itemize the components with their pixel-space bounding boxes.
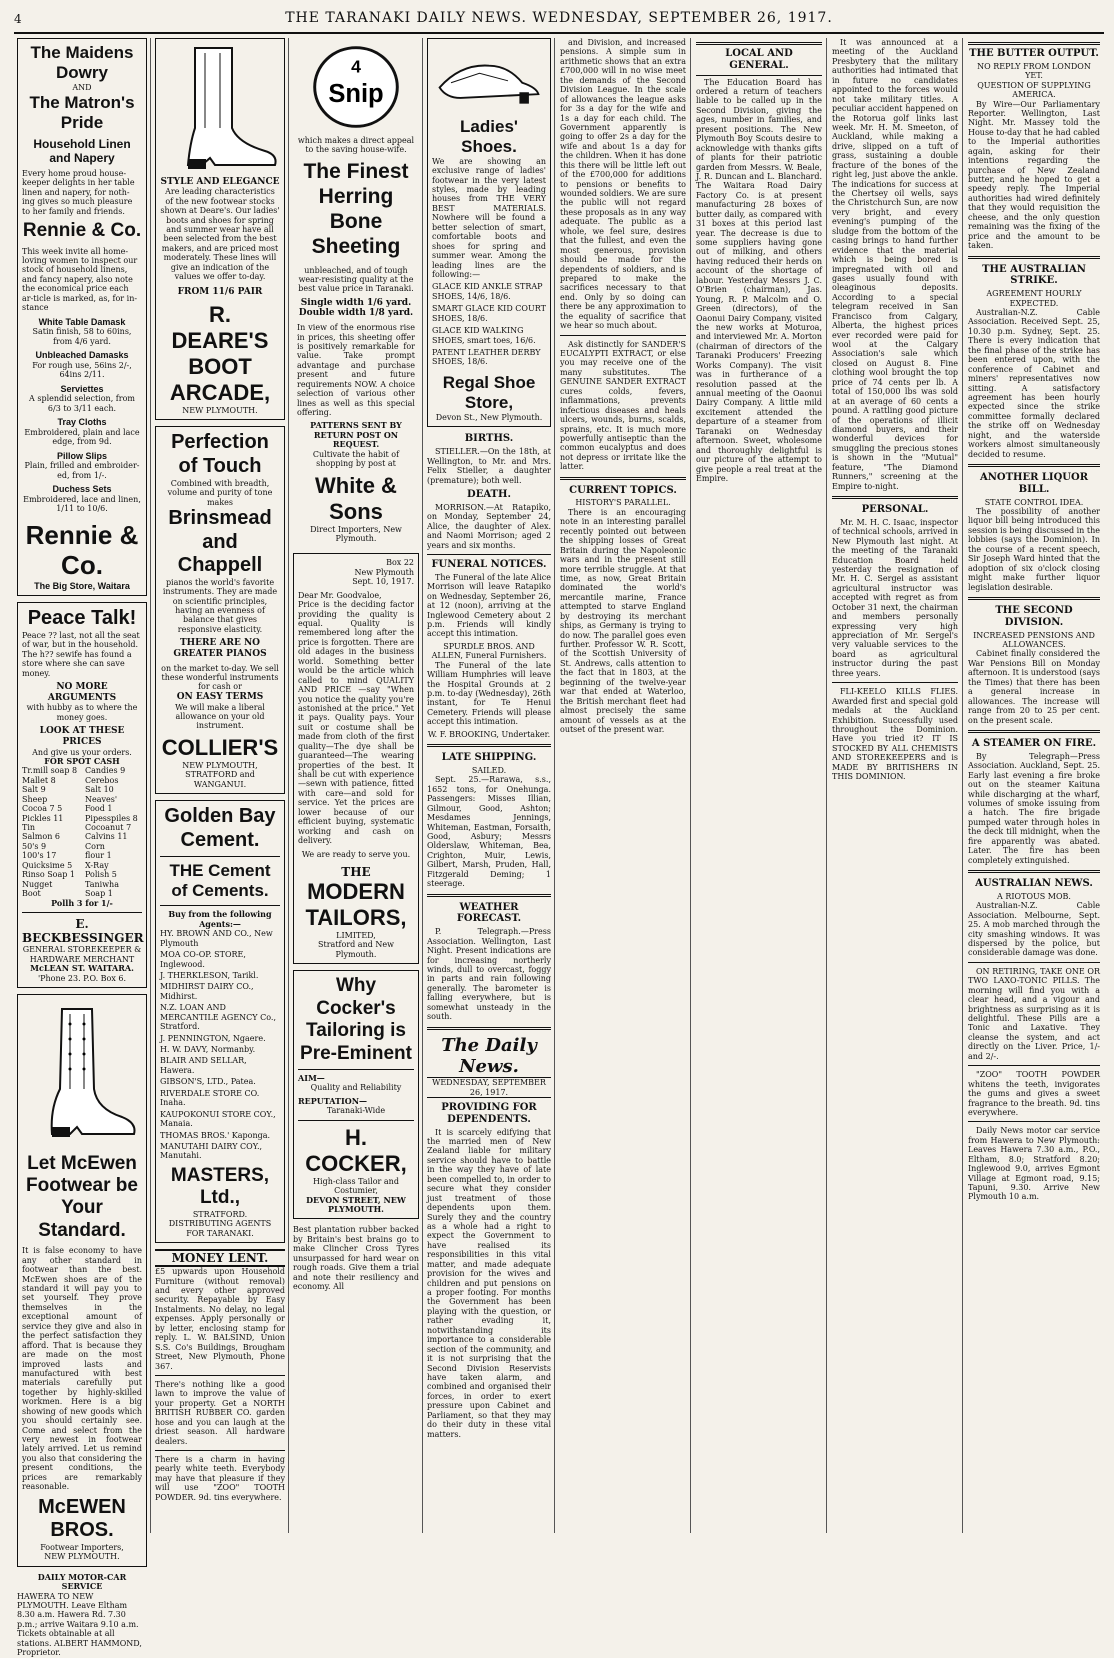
funeral-1-sig: SPURDLE BROS. AND ALLEN, Funeral Furnishers. — [431, 641, 547, 661]
ad-body: HAWERA TO NEW PLYMOUTH. Leave Eltham 8.30 a.m. Hawera Rd. 7.30 p.m.; arrive Waitara 9.10 a.m. Tickets obtainable at all stations. ALBERT HAMMOND, Proprietor. — [17, 1591, 142, 1658]
price-item: Corn — [85, 841, 105, 851]
liquor-sub: STATE CONTROL IDEA. — [984, 497, 1084, 507]
personal-heading: PERSONAL. — [861, 504, 929, 515]
sanders-ad: Ask distinctly for SANDER'S EUCALYPTI EXTRACT, or else you may receive one of the many substitutes. The GENUINE SANDER EXTRACT cures colds, fevers, inflammations, prevents infectious diseases and heals ulcers, wounds, burns, scalds, sprains, etc. It is much more powerfully antiseptic than the common eucalyptus and does not depress or irritate like the latter. — [560, 339, 686, 472]
shoe-line: SMART GLACE KID COURT SHOES, 18/6. — [432, 304, 546, 323]
item-name: Duchess Sets — [52, 484, 112, 495]
ad-heading: STYLE AND ELEGANCE — [160, 176, 280, 187]
price-item: flour 1 — [85, 851, 112, 861]
clincher-ad — [293, 1225, 419, 1291]
australian-news-sub: A RIOTOUS MOB. — [997, 891, 1071, 901]
cocker-ad — [293, 970, 419, 1219]
price-item: Salt 10 — [85, 785, 114, 795]
price-item: Tin — [22, 823, 36, 833]
strike-sub: AGREEMENT HOURLY EXPECTED. — [986, 289, 1082, 308]
ad-price-1: Single width 1/6 yard. — [300, 297, 412, 308]
price-item: Taniwha — [85, 879, 119, 889]
ad-rep: REPUTATION— — [298, 1095, 367, 1106]
agent-item: J. THERKLESON, Tarikl. — [160, 970, 259, 980]
ad-addr: McLEAN ST. WAITARA. — [30, 963, 134, 974]
price-item: Mallet 8 — [22, 775, 56, 785]
weather-heading: WEATHER FORECAST. — [456, 901, 522, 925]
weather-text: P. Telegraph.—Press Association. Wellington, Last Night. Present indications are for increasing northerly winds, dull to overcast, foggy in parts and rain following generally. The barometer is falling everywhere, but is somewhat unsteady in the south. — [427, 927, 551, 1022]
ad-from: FROM 11/6 PAIR — [177, 286, 263, 297]
ad-body: This week invite all home-loving women to inspect our stock of household linens, and fancy napery, also note the economical price each ar-ticle is marked, as, for in-stance — [22, 246, 138, 313]
item-name: Pillow Slips — [56, 450, 107, 461]
ad-footer: The Big Store, Waitara — [34, 580, 130, 591]
ad-heading: The Maidens Dowry — [30, 43, 134, 83]
ad-heading: MONEY LENT. — [155, 1249, 285, 1267]
agent-item: MIDHIRST DAIRY CO., Midhirst. — [160, 982, 254, 1001]
rennie-ad — [17, 38, 147, 596]
boot-illustration — [22, 999, 142, 1149]
ad-items — [22, 317, 142, 514]
price-item: Nugget — [22, 879, 53, 889]
column-5 — [556, 38, 691, 1533]
agent-item: BLAIR AND SELLAR, Hawera. — [160, 1056, 247, 1075]
ad-firm: THE — [341, 864, 371, 879]
price-item: Quicksime 5 — [22, 860, 73, 870]
ad-heading: Ladies' Shoes. — [460, 116, 518, 156]
editorial-continued: and Division, and increased pensions. A simple sum in arithmetic shows that an extra £700,000 will in no wise meet the demands of the Second Division League. In the scale of allowances the league asks for 3s a day for the wife and 1s a day for each child. The Government apparently is going to offer 2s a day for the wife and about 1s a day for the children. When it has done this there will be little left out of the £700,000 for additions to pensions or benefits to wounded soldiers. We are sure the public will not regard these proposals as in any way adequate. The public as a whole, we feel sure, desires that the fullest, and even the most generous, provision should be made for the dependents of soldiers, and is prepared to make the sacrifices necessary to that end. Only by so doing can there be any approximation to the equality of sacrifice that we hear so much about. — [560, 38, 686, 331]
liquor-heading: ANOTHER LIQUOR BILL. — [979, 472, 1089, 495]
item-name: Tray Cloths — [57, 417, 107, 428]
ad-sugar: Pollh 3 for 1/- — [51, 897, 113, 908]
funeral-2: The Funeral of the late William Humphries will leave the Hospital Grounds at 2 p.m. to-day (Wednesday), 26th instant, for Te Henui Cemetery. Friends will please accept this intimation. — [427, 660, 551, 727]
price-item: Calvins 11 — [85, 832, 128, 842]
ad-mail: PATTERNS SENT BY RETURN POST ON REQUEST. — [310, 420, 402, 450]
money-lent-ad — [155, 1249, 285, 1502]
price-item: Salmon 6 — [22, 832, 60, 842]
zoo-ad: "ZOO" TOOTH POWDER whitens the teeth, invigorates the gums and gives a sweet fragrance to the breath. 9d. tins everywhere. — [968, 1070, 1100, 1117]
price-item: X-Ray — [85, 860, 109, 870]
ad-heading: Golden Bay Cement. — [164, 805, 276, 851]
ad-cash: FOR SPOT CASH — [44, 755, 120, 766]
ad-sub: unbleached, and of tough wear-resisting quality at the best value price in Taranaki. — [298, 265, 414, 294]
editorial-heading: PROVIDING FOR DEPENDENTS. — [441, 1101, 537, 1125]
price-item: Candies 9 — [85, 766, 126, 776]
boot-illustration — [160, 43, 280, 173]
topics-heading: CURRENT TOPICS. — [569, 484, 677, 496]
laxo-tonic-ad: ON RETIRING, TAKE ONE OR TWO LAXO-TONIC PILLS. The morning will find you with a clear head, and a vigour and brightness as surprising as it is delightful. These Pills are a Tonic and Laxative. They cleanse the system, and act directly on the Liver. Price, 1/- and 2/-. — [968, 966, 1100, 1061]
modern-tailors-ad — [293, 553, 419, 964]
ad-firm-sub: Footwear Importers, — [40, 1542, 124, 1552]
ad-firm: E. BECKBESSINGER — [22, 916, 144, 946]
butter-sub-2: QUESTION OF SUPPLYING AMERICA. — [977, 80, 1091, 100]
shipping-sailed: SAILED. — [471, 765, 507, 775]
butter-sub-1: NO REPLY FROM LONDON YET. — [977, 61, 1091, 81]
ad-heading: The Finest Herring Bone Sheeting — [303, 160, 409, 258]
ad-no-arguments-sub: with hubby as to where the money goes. — [26, 703, 138, 722]
column-3 — [290, 38, 423, 1533]
agent-item: MOA CO-OP. STORE, Inglewood. — [160, 950, 246, 969]
ad-heading: Peace Talk! — [27, 607, 137, 630]
death-text: MORRISON.—At Ratapiko, on Monday, September 24, Alice, the daughter of Alex. and Naomi Morrison; aged 2 years and six months. — [427, 502, 551, 550]
notices — [427, 433, 551, 1439]
column-1 — [14, 38, 151, 1658]
letter-box: Box 22 — [386, 558, 414, 568]
ad-addr: DEVON STREET, NEW PLYMOUTH. — [306, 1194, 406, 1214]
column-5-content — [560, 38, 686, 734]
item-name: Serviettes — [60, 383, 104, 394]
paper-masthead: The Daily News. — [441, 1034, 537, 1077]
agent-item: MANUTAHI DAIRY COY., Manutahi. — [160, 1141, 263, 1161]
item-desc: For rough use, 56ins 2/-, 64ins 2/11. — [32, 360, 132, 380]
price-item: Tr.mill soap 8 — [22, 766, 78, 776]
ad-body: £5 upwards upon Household Furniture (without removal) and every other approved security. Repayable by Easy Instalments. No delay, no legal expenses. Apply personally or by letter, enclosing stamp for reply. L. W. BALSIND, Union S.S. Co's Buildings, Brougham Street, New Plymouth, Phone 367. — [155, 1267, 285, 1371]
ad-body: Are leading characteristics of the new footwear stocks shown at Deare's. Our ladies' boots and shoes for spring and summer wear have all been selected from the best makers, and are priced most moderately. These lines will give an indication of the values we offer to-day. — [160, 187, 280, 282]
ad-body: pianos the world's favorite instruments. They are made on scientific principles, having an evenness of balance that gives responsive elasticity. — [162, 577, 278, 634]
price-item: Pickles 11 — [22, 813, 64, 823]
shoe-line: GLACE KID ANKLE STRAP SHOES, 14/6, 18/6. — [432, 282, 543, 301]
personal-text: Mr. M. H. C. Isaac, inspector of technical schools, arrived in New Plymouth last night. At the meeting of the Taranaki Education Board held yesterday the resignation of Mr. H. C. Sergel as assistant agricultural instructor was accepted with regret as from October 31 next, the chairman and members personally expressing very high appreciation of Mr. Sergel's very valuable services to the board as agricultural instructor during the past three years. — [832, 517, 958, 678]
item-desc: Embroidered, lace and linen, 1/11 to 10/6. — [23, 494, 141, 514]
ad-heading-3: Household Linen and Napery — [33, 136, 131, 165]
price-item: 50's 9 — [22, 841, 47, 851]
motor-service-ad: Daily News motor car service from Hawera to New Plymouth: Leaves Hawera 7.30 a.m., P.O., Eltham, 8.0; Stratford 8.20; Inglewood 9.0, arrives Egmont Village at Egmont road, 9.15; Tapuni, 9.30. Arrive New Plymouth 10 a.m. — [968, 1126, 1100, 1202]
ad-firm: COLLIER'S — [161, 734, 279, 760]
snip-logo — [297, 42, 415, 132]
ad-addr: NEW PLYMOUTH. — [44, 1552, 120, 1562]
ad-firm-sub: GENERAL STOREKEEPER & HARDWARE MERCHANT — [22, 945, 142, 964]
letter-body: Price is the deciding factor providing the quality is equal. Quality is remembered long after the price is forgotten. There are old adages in the business world. Something better would be the article which called to mind QUALITY AND PRICE —say "When you notice the quality you're astonished at the price." Yet it pays. Quality pays. Your suit or costume shall be made from cloth of the first quality—The dye shall be guaranteed—The wearing properties of the best. It shall be cut with experience—sewn with patience, fitted with care—and sold for service. Yet the prices are lower because of our efficient buying, systematic working and cash on delivery. — [298, 600, 414, 846]
ad-firm: R. DEARE'S — [171, 302, 269, 354]
strike-text: Australian-N.Z. Cable Association. Received Sept. 25, 10.30 p.m. Sydney, Sept. 25. There is every indication that the final phase of the strike has been entered upon, with the conference of Cabinet and miners' representatives now sitting. A satisfactory agreement has been hourly expected since the strike committee formally declared the strike off on Wednesday night, and the waterside workers almost simultaneously decided to resume. — [968, 308, 1100, 459]
hose-ad: There's nothing like a good lawn to improve the value of your property. Get a NORTH BRITISH RUBBER CO. garden hose and you can laugh at the driest season. All hardware dealers. — [155, 1379, 285, 1446]
australian-news-heading: AUSTRALIAN NEWS. — [975, 878, 1093, 889]
ad-no-arguments: NO MORE ARGUMENTS — [47, 682, 117, 703]
births-heading: BIRTHS. — [464, 433, 514, 445]
butter-text: By Wire—Our Parliamentary Reporter. Wellington, Last Night. Mr. Massey told the House to-day that he had cabled to the Imperial authorities again, asking for their intentions regarding the purchase of New Zealand butter, and he hoped to get a speedy reply. The Imperial authorities had wired definitely that they would requisition the cheese, and the only question remaining was the fixing of the price and the amount to be taken. — [968, 99, 1100, 251]
ad-heading: Let McEwen Footwear be Your Standard. — [26, 1152, 138, 1241]
price-item: Soap 1 — [85, 889, 113, 899]
price-item: Cocoa 7 5 — [22, 804, 63, 814]
ad-heading: DAILY MOTOR-CAR SERVICE — [37, 1571, 127, 1592]
ad-rep-value: Taranaki-Wide — [326, 1106, 386, 1116]
shipping-text: Sept. 25.—Rarawa, s.s., 1652 tons, for Onehunga. Passengers: Misses Illian, Gilmour, Good, Ashton; Mesdames Jennings, Whiteman, Eastman, Forsaith, Good, Asbury; Messrs Olderslaw, Whiteman, Bea, Crighton, Muir, Lewis, Gilbert, Marsh, Pruden, Hall, Fitzgerald Deming; 1 steerage. — [427, 775, 551, 889]
price-item: Salt 9 — [22, 785, 46, 795]
ad-firm-2: MODERN TAILORS, — [305, 879, 407, 931]
column-6-content — [696, 42, 822, 483]
snip-logo-number: 4 — [351, 56, 361, 77]
column-7 — [828, 38, 963, 1533]
snip-logo-text: Snip — [328, 79, 384, 108]
ad-firm: H. COCKER, — [305, 1124, 407, 1176]
tooth-powder-ad: There is a charm in having pearly white teeth. Everybody may have that pleasure if they will use "ZOO" TOOTH POWDER. 9d. tins everywhere. — [155, 1455, 285, 1502]
ad-body: It is false economy to have any other standard in footwear than the best. McEwen shoes are of the standard it will pay you to set yourself. They prove themselves in the exceptional amount of service they give and also in the perfect satisfaction they afford. That is because they are made on the most improved lasts and manufactured with best materials carefully put together by highly-skilled workmen. Here is a big showing of new goods which you should certainly see. Come and select from the very newest in footwear lately arrived. Let us remind you also that considering the present conditions, the prices are remarkably reasonable. — [22, 1246, 142, 1492]
ad-habit: Cultivate the habit of shopping by post at — [312, 449, 400, 469]
ad-heading: Why Cocker's Tailoring is Pre-Eminent — [300, 975, 412, 1064]
item-desc: Plain, frilled and embroider-ed, from 1/-. — [24, 461, 140, 480]
ad-firm: Rennie & Co. — [22, 220, 142, 242]
ad-and: AND — [72, 83, 92, 93]
funeral-heading: FUNERAL NOTICES. — [431, 558, 547, 570]
cement-ad — [155, 800, 285, 1243]
letter-ready: We are ready to serve you. — [301, 849, 411, 859]
ad-heading: Perfection of Touch — [171, 431, 269, 478]
ad-sub: Combined with breadth, volume and purity of tone makes — [167, 478, 273, 507]
topics-subheading: HISTORY'S PARALLEL. — [575, 498, 671, 508]
item-desc: A splendid selection, from 6/3 to 3/11 each. — [29, 394, 135, 413]
funeral-2-sig: W. F. BROOKING, Undertaker. — [427, 729, 551, 739]
steamer-text: By Telegraph—Press Association. Auckland, Sept. 25. Early last evening a fire broke out on the steamer Kaituna while discharging at the wharf, volumes of smoke issuing from a hatch. The fire brigade pumped water through holes in the deck till midnight, when the fire apparently was abated. Later. The fire has been completely extinguished. — [968, 751, 1100, 865]
ad-addr: NEW PLYMOUTH, STRATFORD and WANGANUI. — [182, 760, 258, 789]
ad-phone: 'Phone 23. P.O. Box 6. — [37, 973, 127, 983]
births-text: STIELLER.—On the 18th, at Wellington, to Mr. and Mrs. Felix Stieller, a daughter (premature); both well. — [427, 447, 551, 485]
local-text: The Education Board has ordered a return of teachers liable to be called up in the Second Division, giving the ages, number in families, and present positions. The New Plymouth Boy Scouts desire to acknowledge with thanks gifts of plants for their patriotic garden from Messrs. W. Beale, J. R. Duncan and L. Blanchard. The Waitara Road Dairy Factory Co. is at present manufacturing 28 boxes of butter daily, as compared with 31 boxes at this period last year. The decrease is due to some suppliers having gone out of milking, and others having reduced their herds on account of the shortage of labour. Yesterday Messrs J. C. O'Brien (chairman), Jas. Young, R. P. Malcolm and O. Green (directors), of the Oaonui Dairy Company, visited the new works at Moturoa, and interviewed Mr. A. Morton (chairman of directors of the Taranaki Producers' Freezing Works Company). The visit was in furtherance of a resolution passed at the annual meeting of the Oaonui Dairy Company. A little mild excitement attended the departure of a steamer from Taranaki on Wednesday afternoon. Sweet, wholesome and thoroughly delightful is our picture of the attempt to give people a real treat at the Empire. — [696, 77, 822, 483]
ad-agents-head: Buy from the following Agents:— — [168, 909, 272, 929]
price-item: Boot — [22, 889, 41, 899]
column-8-content — [968, 42, 1100, 1202]
column-7-content — [832, 38, 958, 782]
ad-aim: AIM— — [298, 1072, 325, 1083]
shoe-line: PATENT LEATHER DERBY SHOES, 18/6. — [432, 348, 541, 367]
ad-firm: MASTERS, Ltd., — [170, 1164, 270, 1209]
price-item: Cerebos — [85, 775, 119, 785]
price-item: Polish 5 — [85, 870, 117, 880]
ad-addr: Devon St., New Plymouth. — [435, 412, 543, 422]
flikeelo-ad: FLI-KEELO KILLS FLIES. Awarded first and special gold medals at the Auckland Exhibition. Successfully used throughout the Dominion. Have you tried it? IT IS STOCKED BY ALL CHEMISTS AND STOREKEEPERS and is MADE BY BRITISHERS IN THIS DOMINION. — [832, 687, 958, 782]
ad-firm: Regal Shoe Store, — [442, 372, 536, 412]
paper-date: WEDNESDAY, SEPTEMBER 26, 1917. — [427, 1077, 551, 1098]
shoe-lines — [432, 282, 546, 367]
editorial-text: It is scarcely edifying that the married men of New Zealand liable for military service should have to battle in the way they have of late been compelled to, in order to secure what they consider just treatment of those dependents upon them. Surely they and the country as a whole had a right to expect the Government to have realised its responsibilities in this vital matter, and made adequate provision for the wives and children and put pensions on a proper footing. For months the Government has been playing with the question, or rather evading it, notwithstanding its importance to a considerable section of the community, and it is not surprising that the Second Division Reservists have taken alarm, and combined and organised their forces, in order to exert pressure upon Cabinet and Parliament, so that they may do their duty in these vital matters. — [427, 1127, 551, 1439]
ad-addr: NEW PLYMOUTH. — [182, 406, 258, 416]
ad-heading-2: Brinsmead and Chappell — [168, 506, 272, 577]
ad-body: In view of the enormous rise in prices, this sheeting offer is positively remarkable for value. Take prompt advantage and purchase present and future requirements NOW. A choice selection of various other lines as well as this special offering. — [297, 323, 415, 418]
shipping-heading: LATE SHIPPING. — [441, 752, 537, 764]
ad-prices-head: LOOK AT THESE PRICES — [39, 726, 125, 747]
ad-aim-value: Quality and Reliability — [310, 1083, 402, 1093]
agents-list — [160, 929, 280, 1161]
death-heading: DEATH. — [467, 488, 511, 500]
ad-body: Peace ?? last, not all the seat of war, but in the household. The h?? sewife has found a store where she can save money. — [22, 631, 140, 678]
agent-item: H. W. DAVY, Normanby. — [160, 1045, 256, 1055]
ad-footer-firm: Rennie & Co. — [25, 519, 139, 581]
regal-shoe-ad — [427, 38, 551, 427]
ad-price-2: Double width 1/8 yard. — [298, 308, 414, 319]
masthead — [14, 10, 1104, 34]
second-division-heading: THE SECOND DIVISION. — [995, 604, 1073, 628]
steamer-heading: A STEAMER ON FIRE. — [971, 737, 1097, 749]
local-continued: It was announced at a meeting of the Auckland Presbytery that the military authorities had intimated that in future no candidates appointed to the forces would not take military titles. A peculiar accident happened on the Rotorua golf links last week. Mr. H. M. Smeeton, of Auckland, while making a drive, slipped on a tuft of grass, sustaining a double fracture of the bones of the right leg, just above the ankle. The indications for success at the Chertsey oil wells, says the Christchurch Sun, are now very bright, and every evening's pumping of the sludge from the bottom of the casing brings to hand further evidence that the material which is being bored is impregnated with oil and gases usually found with oleaginous deposits. According to a special telegram received in San Francisco from Calgary, Alberta, the highest prices ever recorded were paid for wool at the Calgary Association's sale which closed on August 8. Fine clothing wool brought the top price of 74 cents per lb. A total of 150,000 lbs was sold at an average of 60 cents a pound. A rattling good picture of the operations of illicit diamond buyers, and their wonderful devices for smuggling the precious stones is shown in the "Mutual" feature, "The Diamond Runners," screening at the Empire to-night. — [832, 38, 958, 491]
ad-body: We are showing an exclusive range of ladies' footwear in the very latest styles, made by leading houses from THE VERY BEST MATERIALS. Nowhere will be found a better selection of smart, comfortable boots and shoes for spring and summer wear. Among the leading lines are the following:— — [432, 156, 546, 279]
item-name: Unbleached Damasks — [35, 350, 129, 361]
second-division-sub: INCREASED PENSIONS AND ALLOWANCES. — [973, 630, 1095, 650]
ad-firm-sub: High-class Tailor and Costumier, — [313, 1176, 399, 1196]
ad-firm: McEWEN BROS. — [38, 1495, 126, 1542]
ad-firm-sub: Direct Importers, New Plymouth. — [310, 524, 402, 543]
beckbessinger-ad — [17, 602, 147, 988]
shoe-illustration — [432, 43, 546, 113]
australian-news-text: Australian-N.Z. Cable Association. Melbourne, Sept. 25. A mob marched through the city smashing windows. It was dispersed by the police, but considerable damage was done. — [968, 901, 1100, 958]
ad-no-greater: THERE ARE NO GREATER PIANOS — [173, 638, 267, 659]
strike-heading: THE AUSTRALIAN STRIKE. — [982, 263, 1086, 287]
ad-addr: Stratford and New Plymouth. — [318, 940, 394, 959]
agent-item: RIVERDALE STORE CO. Inaha. — [160, 1088, 260, 1108]
item-name: White Table Damask — [38, 316, 126, 327]
butter-heading: THE BUTTER OUTPUT. — [968, 42, 1100, 60]
ad-prices-sub: And give us your orders. — [32, 747, 132, 757]
item-desc: Satin finish, 58 to 60ins, from 4/6 yard. — [32, 327, 132, 346]
column-2 — [152, 38, 289, 1533]
agent-item: GIBSON'S, LTD., Patea. — [160, 1077, 256, 1087]
item-desc: Embroidered, plain and lace edge, from 9d. — [24, 427, 140, 447]
price-item: Cocoanut 7 — [85, 823, 132, 833]
price-item: Sheep — [22, 794, 48, 804]
masthead-title: THE TARANAKI DAILY NEWS. WEDNESDAY, SEPTEMBER 26, 1917. — [285, 10, 833, 26]
ad-lead: which makes a direct appeal to the saving house-wife. — [297, 135, 415, 155]
letter-town: New Plymouth — [354, 567, 414, 577]
colliers-ad — [155, 426, 285, 794]
ad-firm-2: BOOT ARCADE, — [169, 354, 271, 406]
funeral-1: The Funeral of the late Alice Morrison will leave Ratapiko on Wednesday, September 26, at 12 (noon), arriving at the Inglewood Cemetery about 2 p.m. Friends will kindly accept this intimation. — [427, 572, 551, 639]
column-4 — [424, 38, 555, 1533]
ad-heading-2: THE Cement of Cements. — [169, 861, 271, 901]
ad-firm-sub: STRATFORD. DISTRIBUTING AGENTS FOR TARANAKI. — [168, 1209, 272, 1238]
price-item: Pipesspiles 8 — [85, 813, 138, 823]
ad-intro: Every home proud house-keeper delights in her table linen and napery, for noth-ing gives so much pleasure to her family and friends. — [22, 168, 135, 216]
price-item: 100's 17 — [22, 851, 57, 861]
ad-firm: White & Sons — [315, 472, 397, 524]
topics-text: There is an encouraging note in an interesting parallel recently pointed out between the shipping losses of Great Britain during the Napoleonic wars and in the present still more terrible struggle. At that time, as now, Great Britain dominated the world's mercantile marine, France attempted to starve England by destroying its merchant ships, as Germany is trying to do now. The parallel goes even further. Professor W. R. Scott, of the Scottish University of St. Andrews, calls attention to the fact that in 1803, at the beginning of the twelve-year war that ended at Waterloo, the British merchant fleet had almost precisely the same amount of vessels as at the outset of the present war. — [560, 507, 686, 734]
local-heading: LOCAL AND GENERAL. — [696, 42, 822, 76]
agent-item: THOMAS BROS.' Kaponga. — [160, 1130, 271, 1140]
ad-liberal: We will make a liberal allowance on your old instrument. — [175, 702, 265, 731]
price-item: Rinso Soap 1 — [22, 870, 76, 880]
price-list — [22, 766, 142, 898]
ad-terms: ON EASY TERMS — [176, 691, 264, 702]
agent-item: N.Z. LOAN AND MERCANTILE AGENCY Co., Stratford. — [160, 1003, 276, 1032]
column-8 — [964, 38, 1104, 1533]
ad-market: on the market to-day. We sell these wonderful instruments for cash or — [161, 663, 279, 692]
price-item: Neaves' — [85, 794, 118, 804]
mcewen-ad — [17, 994, 147, 1567]
shoe-line: GLACE KID WALKING SHOES, smart toes, 16/6. — [432, 326, 536, 345]
ad-heading-2: The Matron's Pride — [29, 92, 135, 132]
motor-service-ad — [17, 1573, 147, 1658]
liquor-text: The possibility of another liquor bill being introduced this session is being discussed in the lobbies (says the Dominion). In the course of a recent speech, Sir Joseph Ward hinted that the adoption of six o'clock closing might make further liquor legislation desirable. — [968, 507, 1100, 592]
page-marker: 4 — [14, 12, 23, 26]
agent-item: HY. BROWN AND CO., New Plymouth — [160, 929, 273, 948]
price-item: Food 1 — [85, 804, 113, 814]
letter-date: Sept. 10, 1917. — [352, 577, 414, 587]
agent-item: J. PENNINGTON, Ngaere. — [160, 1033, 266, 1043]
column-6 — [692, 38, 827, 1533]
deare-ad — [155, 38, 285, 420]
second-division-text: Cabinet finally considered the War Pensions Bill on Monday afternoon. It is understood (says the Times) that there has been a general increase in allowances. The increase will range from 20 to 25 per cent. on the present scale. — [968, 649, 1100, 725]
agent-item: KAUPOKONUI STORE COY., Manaia. — [160, 1109, 276, 1129]
white-sons-ad — [293, 38, 419, 547]
letter-salutation: Dear Mr. Goodvaloe, — [298, 590, 382, 600]
ad-firm-3: LIMITED, — [336, 931, 376, 941]
ad-body: Best plantation rubber backed by Britain's best brains go to make Clincher Cross Tyres unsurpassed for hard wear on rough roads. Give them a trial and note their resiliency and economy. All — [293, 1225, 419, 1292]
